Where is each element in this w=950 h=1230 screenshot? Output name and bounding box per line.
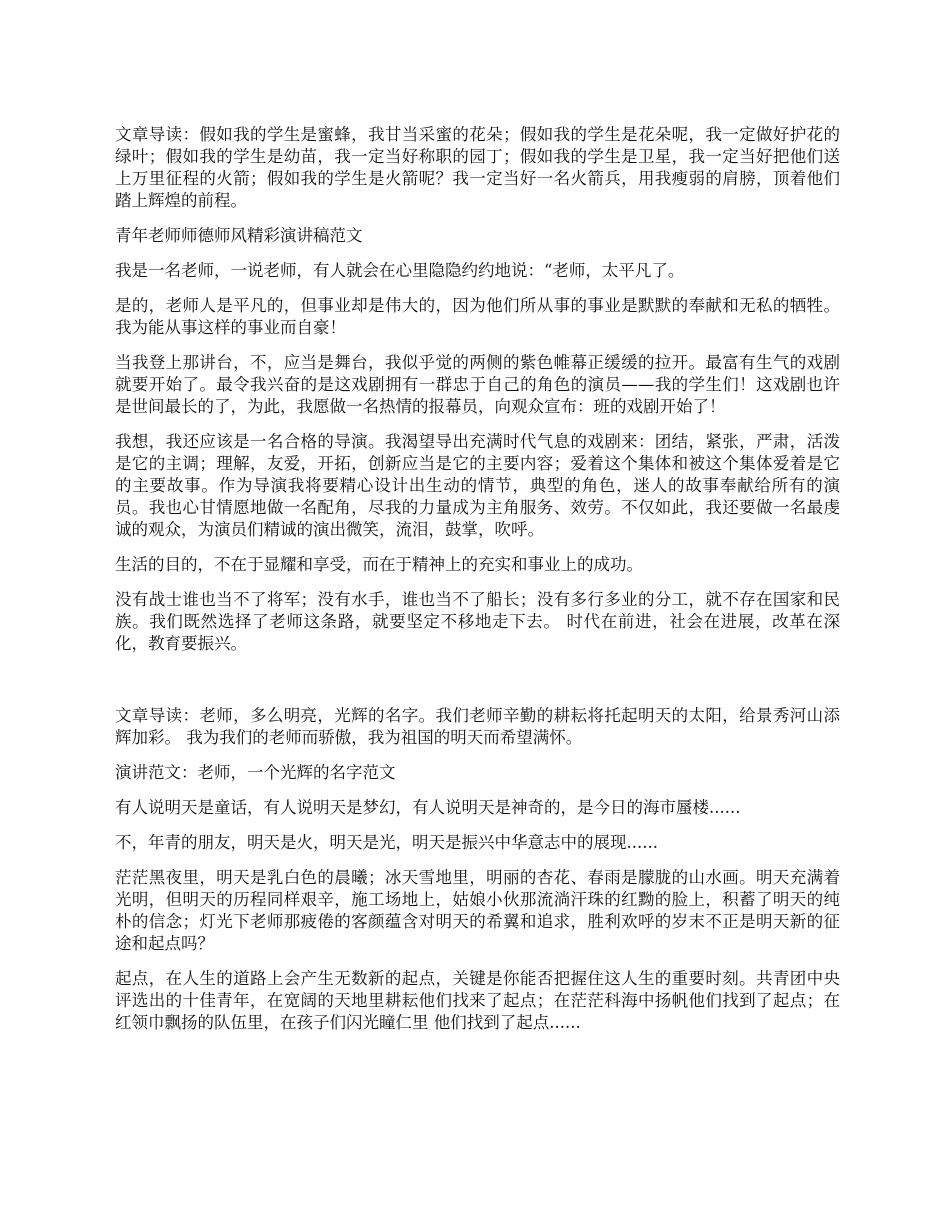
body-paragraph: 茫茫黑夜里，明天是乳白色的晨曦；冰天雪地里，明丽的杏花、春雨是朦胧的山水画。明天充满着光明，但明天的历程同样艰辛，施工场地上，姑娘小伙那流淌汗珠的红黝的脸上，积蓄了明天的纯朴的信念；灯光下老师那疲倦的客颜蕴含对明天的希翼和追求，胜利欢呼的岁末不正是明天新的征途和起点吗？ (115, 868, 840, 953)
section-spacer (115, 668, 840, 705)
article-section-2 (115, 705, 840, 1034)
article-title: 青年老师师德师风精彩演讲稿范文 (115, 226, 363, 245)
body-paragraph: 我是一名老师，一说老师，有人就会在心里隐隐约约地说：“老师，太平凡了。 (115, 261, 685, 280)
body-paragraph: 生活的目的，不在于显耀和享受，而在于精神上的充实和事业上的成功。 (115, 555, 643, 574)
body-paragraph: 起点，在人生的道路上会产生无数新的起点，关键是你能否把握住这人生的重要时刻。共青团中央评选出的十佳青年，在宽阔的天地里耕耘他们找来了起点；在茫茫科海中扬帆他们找到了起点；在红领巾飘扬的队伍里，在孩子们闪光瞳仁里 他们找到了起点...... (115, 969, 840, 1032)
article-title: 演讲范文：老师，一个光辉的名字范文 (115, 763, 396, 782)
article-intro-paragraph: 文章导读：老师，多么明亮，光辉的名字。我们老师辛勤的耕耘将托起明天的太阳，给景秀河山添辉加彩。 我为我们的老师而骄傲，我为祖国的明天而希望满怀。 (115, 706, 840, 747)
body-paragraph: 有人说明天是童话，有人说明天是梦幻，有人说明天是神奇的，是今日的海市蜃楼...... (115, 798, 741, 817)
body-paragraph: 不，年青的朋友，明天是火，明天是光，明天是振兴中华意志中的展现...... (115, 833, 658, 852)
body-paragraph: 当我登上那讲台，不，应当是舞台，我似乎觉的两侧的紫色帷幕正缓缓的拉开。最富有生气的戏剧就要开始了。最令我兴奋的是这戏剧拥有一群忠于自己的角色的演员——我的学生们！这戏剧也许是世间最长的了，为此，我愿做一名热情的报幕员，向观众宣布：班的戏剧开始了！ (115, 353, 840, 416)
body-paragraph: 是的，老师人是平凡的，但事业却是伟大的，因为他们所从事的事业是默默的奉献和无私的牺牲。我为能从事这样的事业而自豪！ (115, 296, 840, 337)
article-section-1 (115, 124, 840, 655)
body-paragraph: 我想，我还应该是一名合格的导演。我渴望导出充满时代气息的戏剧来：团结，紧张，严肃，活泼是它的主调；理解，友爱，开拓，创新应当是它的主要内容；爱着这个集体和被这个集体爱着是它的主要故事。作为导演我将要精心设计出生动的情节，典型的角色，迷人的故事奉献给所有的演员。我也心甘情愿地做一名配角，尽我的力量成为主角服务、效劳。不仅如此，我还要做一名最虔诚的观众，为演员们精诚的演出微笑，流泪，鼓掌，吹呼。 (115, 432, 840, 539)
body-paragraph: 没有战士谁也当不了将军；没有水手，谁也当不了船长；没有多行多业的分工，就不存在国家和民族。我们既然选择了老师这条路，就要坚定不移地走下去。 时代在前进，社会在进展，改革在深化，教育要振兴。 (115, 590, 840, 653)
document-body (115, 124, 840, 1047)
article-intro-paragraph: 文章导读：假如我的学生是蜜蜂，我甘当采蜜的花朵；假如我的学生是花朵呢，我一定做好护花的绿叶；假如我的学生是幼苗，我一定当好称职的园丁；假如我的学生是卫星，我一定当好把他们送上万里征程的火箭；假如我的学生是火箭呢？我一定当好一名火箭兵，用我瘦弱的肩膀，顶着他们踏上辉煌的前程。 (115, 125, 840, 210)
